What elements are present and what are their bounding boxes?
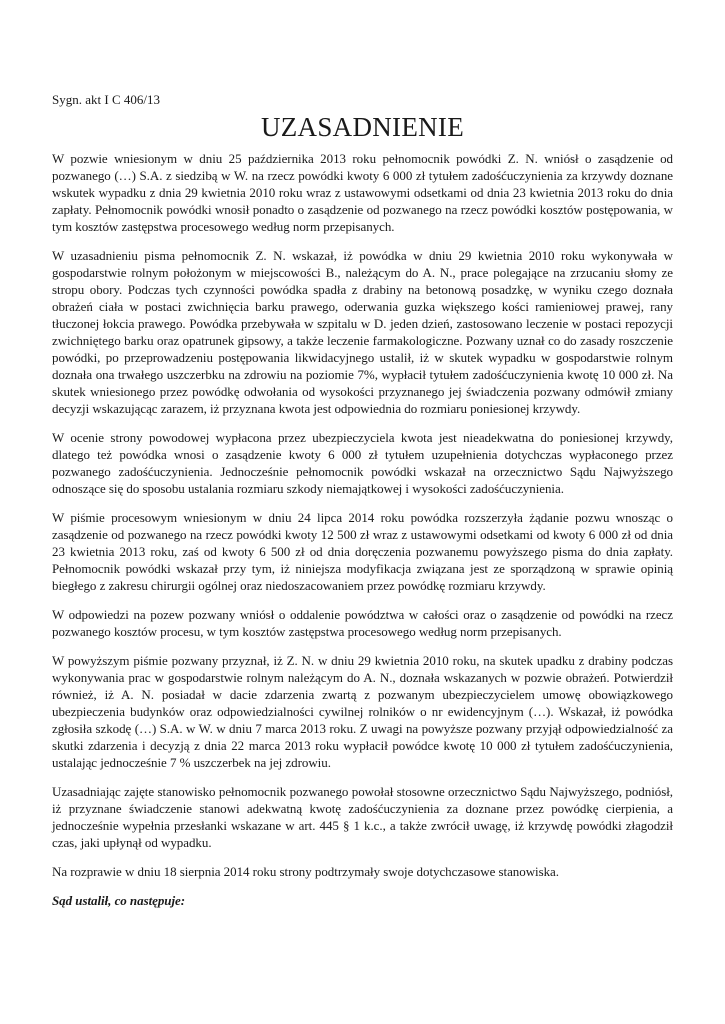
paragraph-2: W uzasadnieniu pisma pełnomocnik Z. N. wskazał, iż powódka w dniu 29 kwietnia 2010 roku wykonywała w gospodarstwie rolnym położonym w miejscowości B., należącym do A. N., prace polegające na zrzucaniu słomy ze stropu obory. Podczas tych czynności powódka spadła z drabiny na betonową posadzkę, w wyniku czego doznała obrażeń ciała w postaci zwichnięcia barku prawego, oderwania guzka większego kości ramieniowej prawej, rany tłuczonej łokcia prawego. Powódka przebywała w szpitalu w D. jeden dzień, zastosowano leczenie w postaci repozycji zwichniętego barku oraz opatrunek gipsowy, a także leczenie farmakologiczne. Pozwany uznał co do zasady roszczenie powódki, po przeprowadzeniu postępowania likwidacyjnego ustalił, iż w skutek wypadku w gospodarstwie rolnym doznała ona trwałego uszczerbku na zdrowiu na poziomie 7%, wypłacił tytułem zadośćuczynienia kwotę 10 000 zł. Na skutek wniesionego przez powódkę odwołania od wysokości przyznanego jej świadczenia pozwany odmówił zmiany decyzji wskazującąc zarazem, iż przyznana kwota jest odpowiednia do rozmiaru poniesionej krzywdy. bbox=[52, 248, 673, 416]
page-title: UZASADNIENIE bbox=[260, 112, 465, 142]
paragraph-6: W powyższym piśmie pozwany przyznał, iż Z. N. w dniu 29 kwietnia 2010 roku, na skutek upadku z drabiny podczas wykonywania prac w gospodarstwie rolnym należącym do A. N., doznała wskazanych w pozwie obrażeń. Potwierdził również, iż A. N. posiadał w dacie zdarzenia zwartą z pozwanym ubezpieczycielem umowę obowiązkowego ubezpieczenia budynków oraz odpowiedzialności cywilnej rolników o nr ewidencyjnym (…). Wskazał, iż powódka zgłosiła szkodę (…) S.A. w W. w dniu 7 marca 2013 roku. Z uwagi na powyższe pozwany przyjął odpowiedzialność za skutki zdarzenia i decyzją z dnia 22 marca 2013 roku wypłacił powódce kwotę 10 000 zł tytułem zadośćuczynienia, ustalając jednocześnie 7 % uszczerbek na jej zdrowiu. bbox=[52, 653, 673, 770]
paragraph-1: W pozwie wniesionym w dniu 25 października 2013 roku pełnomocnik powódki Z. N. wniósł o zasądzenie od pozwanego (…) S.A. z siedzibą w W. na rzecz powódki kwoty 6 000 zł tytułem zadośćuczynienia za krzywdy doznane wskutek wypadku z dnia 29 kwietnia 2010 roku wraz z ustawowymi odsetkami od dnia 23 kwietnia 2013 roku do dnia zapłaty. Pełnomocnik powódki wnosił ponadto o zasądzenie od pozwanego na rzecz powódki kosztów postępowania, w tym kosztów zastępstwa procesowego według norm przepisanych. bbox=[52, 151, 673, 234]
paragraph-8: Na rozprawie w dniu 18 sierpnia 2014 roku strony podtrzymały swoje dotychczasowe stanowiska. bbox=[52, 864, 559, 879]
paragraph-3: W ocenie strony powodowej wypłacona przez ubezpieczyciela kwota jest nieadekwatna do poniesionej krzywdy, dlatego też powódka wnosi o zasądzenie kwoty 6 000 zł tytułem uzupełnienia dotychczas wypłaconego przez pozwanego zadośćuczynienia. Jednocześnie pełnomocnik powódki wskazał na orzecznictwo Sądu Najwyższego odnoszące się do sposobu ustalania rozmiaru szkody niemajątkowej i wysokości zadośćuczynienia. bbox=[52, 430, 673, 496]
paragraph-7: Uzasadniając zajęte stanowisko pełnomocnik pozwanego powołał stosowne orzecznictwo Sądu Najwyższego, podniósł, iż przyznane świadczenie stanowi adekwatną kwotę zadośćuczynienia za doznane przez powódkę cierpienia, a jednocześnie wypełnia przesłanki wskazane w art. 445 § 1 k.c., a także zwrócił uwagę, iż krzywdę powódki złagodził czas, jaki upłynął od wypadku. bbox=[52, 784, 673, 850]
section-heading: Sąd ustalił, co następuje: bbox=[52, 893, 186, 908]
paragraph-4: W piśmie procesowym wniesionym w dniu 24 lipca 2014 roku powódka rozszerzyła żądanie pozwu wnosząc o zasądzenie od pozwanego na rzecz powódki kwoty 12 500 zł wraz z ustawowymi odsetkami od kwoty 6 000 zł od dnia 23 kwietnia 2013 roku, zaś od kwoty 6 500 zł od dnia doręczenia pozwanemu powyższego pisma do dnia zapłaty. Pełnomocnik powódki wskazał przy tym, iż niniejsza modyfikacja związana jest ze sporządzoną w sprawie opinią biegłego z zakresu chirurgii ogólnej oraz niedoszacowaniem przez powódkę rozmiaru krzywdy. bbox=[52, 510, 673, 593]
paragraph-5: W odpowiedzi na pozew pozwany wniósł o oddalenie powództwa w całości oraz o zasądzenie od powódki na rzecz pozwanego kosztów procesu, w tym kosztów zastępstwa procesowego według norm przepisanych. bbox=[52, 607, 673, 639]
case-number: Sygn. akt I C 406/13 bbox=[52, 92, 160, 107]
document-body bbox=[52, 150, 673, 921]
